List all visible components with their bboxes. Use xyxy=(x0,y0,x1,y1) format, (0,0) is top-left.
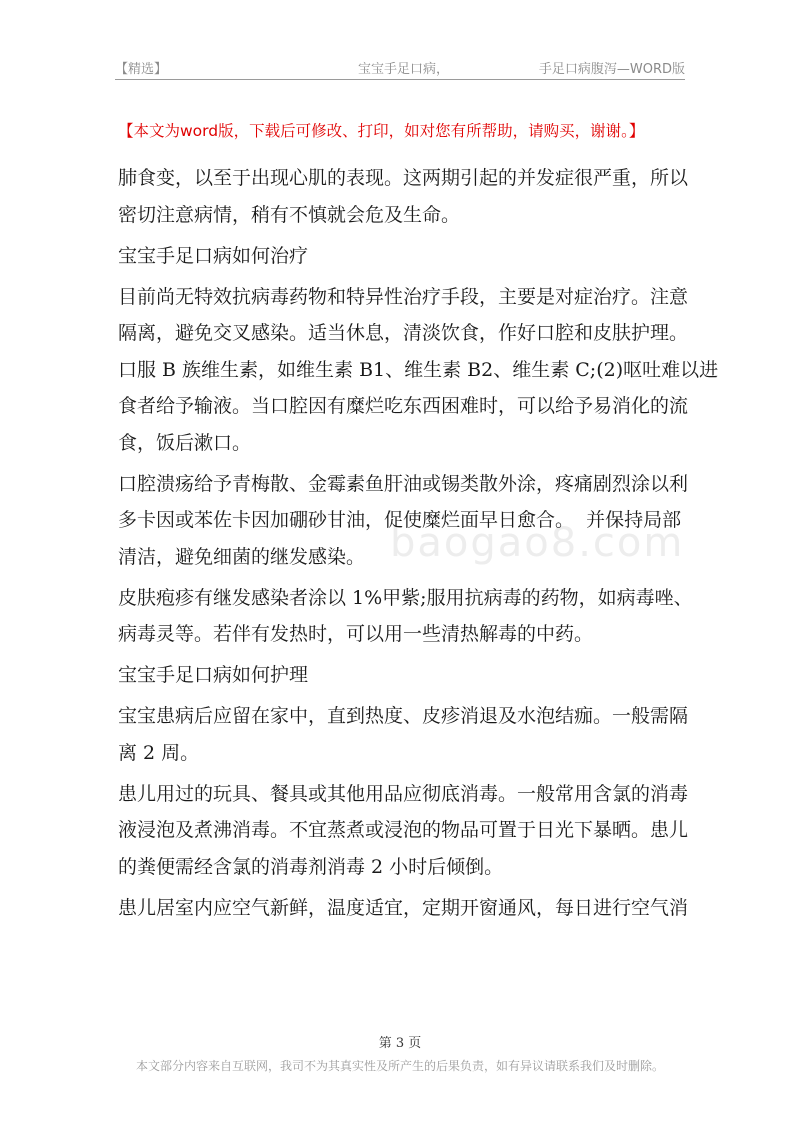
watermark: baogao8.com xyxy=(390,520,685,566)
text-line: 液浸泡及煮沸消毒。不宜蒸煮或浸泡的物品可置于日光下暴晒。患儿 xyxy=(118,819,689,841)
text-line: 皮肤疱疹有继发感染者涂以 1%甲紫;服用抗病毒的药物，如病毒唑、 xyxy=(118,586,693,609)
text-line: 肺食变，以至于出现心肌的表现。这两期引起的并发症很严重，所以 xyxy=(118,167,689,189)
text-line: 多卡因或苯佐卡因加硼砂甘油，促使糜烂面早日愈合。 并保持局部 xyxy=(118,509,682,531)
text-line: 清洁，避免细菌的继发感染。 xyxy=(118,545,366,568)
paragraph-1 xyxy=(118,160,688,233)
paragraph-4 xyxy=(118,580,693,653)
text-line: 患儿用过的玩具、餐具或其他用品应彻底消毒。一般常用含氯的消毒 xyxy=(118,782,689,805)
text-line: 隔离，避免交叉感染。适当休息，清淡饮食，作好口腔和皮肤护理。 xyxy=(118,322,689,344)
paragraph-2 xyxy=(118,279,719,462)
text-line: 的粪便需经含氯的消毒剂消毒 2 小时后倾倒。 xyxy=(118,855,504,878)
paragraph-7 xyxy=(118,890,688,927)
header-right-title: 手足口病腹泻—WORD版 xyxy=(538,62,685,77)
text-line: 患儿居室内应空气新鲜，温度适宜，定期开窗通风，每日进行空气消 xyxy=(118,896,689,919)
page-header xyxy=(115,58,685,78)
text-line: 口腔溃疡给予青梅散、金霉素鱼肝油或锡类散外涂，疼痛剧烈涂以利 xyxy=(118,472,689,495)
document-body xyxy=(118,160,719,931)
text-line: 密切注意病情，稍有不慎就会危及生命。 xyxy=(118,203,461,226)
paragraph-5 xyxy=(118,698,688,771)
page-number: 第 3 页 xyxy=(378,1036,422,1051)
section-heading-care xyxy=(118,657,688,694)
text-line: 离 2 周。 xyxy=(118,741,200,764)
header-divider xyxy=(115,79,685,80)
text-line: 口服 B 族维生素，如维生素 B1、维生素 B2、维生素 C;(2)呕吐难以进 xyxy=(118,358,719,381)
header-middle-title: 宝宝手足口病， xyxy=(358,62,450,77)
footer-disclaimer: 本文部分内容来自互联网，我司不为其真实性及所产生的后果负责，如有异议请联系我们及时删除。 xyxy=(135,1059,664,1073)
text-line: 食者给予输液。当口腔因有糜烂吃东西困难时，可以给予易消化的流 xyxy=(118,395,689,417)
section-heading-treatment xyxy=(118,238,688,275)
text-line: 宝宝患病后应留在家中，直到热度、皮疹消退及水泡结痂。一般需隔 xyxy=(118,705,689,727)
header-left-label: 【精选】 xyxy=(115,62,168,77)
text-line: 目前尚无特效抗病毒药物和特异性治疗手段，主要是对症治疗。注意 xyxy=(118,285,689,308)
paragraph-6 xyxy=(118,776,688,886)
text-line: 宝宝手足口病如何护理 xyxy=(118,664,309,686)
text-line: 宝宝手足口病如何治疗 xyxy=(118,244,309,267)
download-notice: 【本文为word版，下载后可修改、打印，如对您有所帮助，请购买，谢谢。】 xyxy=(118,122,645,140)
text-line: 食，饭后漱口。 xyxy=(118,431,252,454)
paragraph-3 xyxy=(118,466,688,576)
text-line: 病毒灵等。若伴有发热时，可以用一些清热解毒的中药。 xyxy=(118,623,594,645)
